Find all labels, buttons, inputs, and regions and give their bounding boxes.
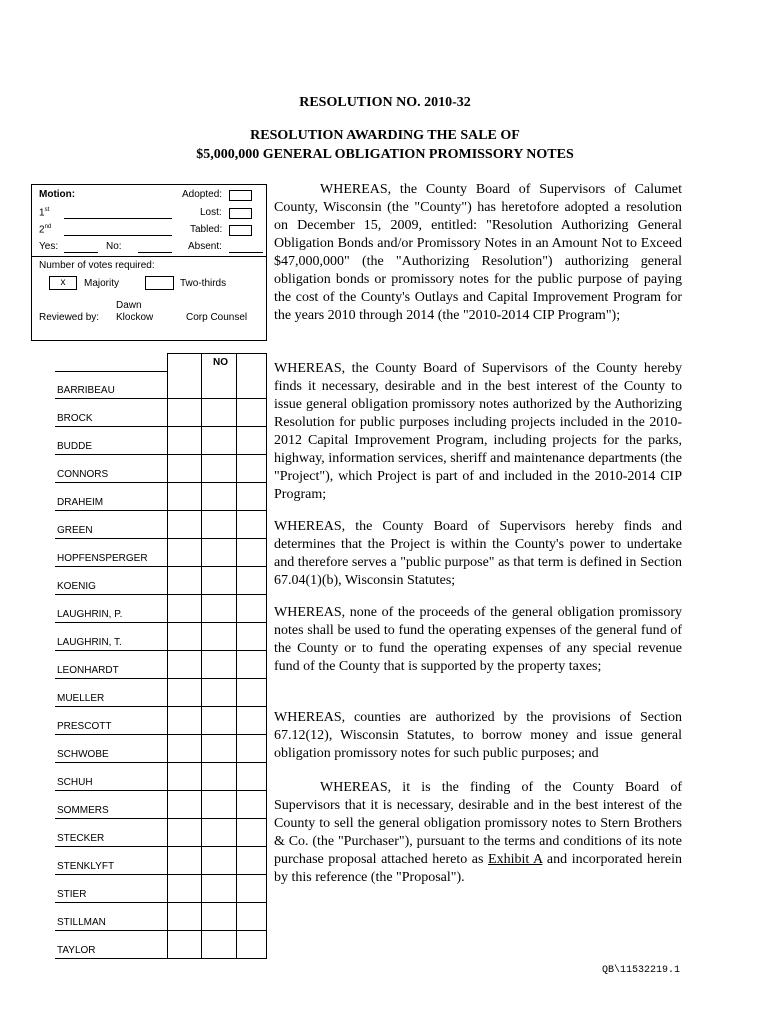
- member-row: [55, 735, 267, 763]
- exhibit-a-reference[interactable]: Exhibit A: [488, 852, 543, 867]
- member-name: PRESCOTT: [57, 721, 112, 732]
- lost-label: Lost:: [200, 207, 222, 218]
- member-name: STECKER: [57, 833, 105, 844]
- resolution-title-line1: RESOLUTION AWARDING THE SALE OF: [250, 128, 520, 143]
- member-row: [55, 679, 267, 707]
- member-row: [55, 595, 267, 623]
- member-name: KOENIG: [57, 581, 96, 592]
- resolution-title-line2: $5,000,000 GENERAL OBLIGATION PROMISSORY NOTES: [196, 147, 574, 162]
- second-label: 2nd: [39, 224, 52, 236]
- member-row: [55, 399, 267, 427]
- tabled-label: Tabled:: [190, 224, 223, 235]
- vote-table: [31, 353, 267, 958]
- corp-counsel-label: Corp Counsel: [186, 312, 248, 323]
- first-label: 1st: [39, 207, 50, 219]
- member-row: [55, 623, 267, 651]
- member-name: DRAHEIM: [57, 497, 104, 508]
- whereas-paragraph-2: WHEREAS, the County Board of Supervisors of the County hereby finds it necessary, desirable and in the best interest of the County to issue general obligation promissory notes authorized by the Authorizing Resolution for public purposes including projects included in the 2010-2012 Capital Improvement Program, including projects for the parks, highway, information services, sheriff and maintenance departments (the "Project"), which Project is part of and included in the 2010-2014 CIP Program;: [274, 361, 682, 502]
- resolution-number: RESOLUTION NO. 2010-32: [299, 95, 471, 110]
- member-name: CONNORS: [57, 469, 109, 480]
- member-name: SCHWOBE: [57, 749, 109, 760]
- member-row: [55, 427, 267, 455]
- reviewed-by-label: Reviewed by:: [39, 312, 100, 323]
- member-row: [55, 875, 267, 903]
- member-row: [55, 791, 267, 819]
- member-row: [55, 707, 267, 735]
- two-thirds-label: Two-thirds: [180, 278, 227, 289]
- absent-count-line[interactable]: [229, 252, 263, 253]
- two-thirds-checkbox[interactable]: [145, 276, 174, 290]
- member-name: SOMMERS: [57, 805, 109, 816]
- first-mover-line[interactable]: [64, 218, 172, 219]
- no-count-line[interactable]: [138, 252, 172, 253]
- member-name: BARRIBEAU: [57, 385, 115, 396]
- majority-label: Majority: [84, 278, 120, 289]
- adopted-box[interactable]: [229, 190, 252, 201]
- vote-cell-row[interactable]: [167, 958, 267, 959]
- adopted-label: Adopted:: [182, 189, 223, 200]
- member-row: [55, 651, 267, 679]
- member-name: STIER: [57, 889, 87, 900]
- motion-label: Motion:: [39, 189, 76, 200]
- tabled-box[interactable]: [229, 225, 252, 236]
- member-name: LAUGHRIN, T.: [57, 637, 122, 648]
- member-row: [55, 903, 267, 931]
- whereas-paragraph-3: WHEREAS, the County Board of Supervisors hereby finds and determines that the Project is within the County's power to undertake and therefore serves a "public purpose" as that term is defined in Section 67.04(1)(b), Wisconsin Statutes;: [274, 519, 682, 588]
- member-row: [55, 483, 267, 511]
- no-label: No:: [106, 241, 122, 252]
- member-row: [55, 455, 267, 483]
- whereas-paragraph-5: WHEREAS, counties are authorized by the provisions of Section 67.12(12), Wisconsin Statutes, to borrow money and issue general obligation promissory notes for such public purposes; and: [274, 710, 682, 761]
- member-name: LAUGHRIN, P.: [57, 609, 123, 620]
- member-name: MUELLER: [57, 693, 105, 704]
- member-row: [55, 371, 267, 399]
- votes-required-label: Number of votes required:: [39, 260, 155, 271]
- divider: [32, 256, 266, 257]
- member-row: [55, 819, 267, 847]
- member-row: [55, 763, 267, 791]
- motion-box: [31, 184, 267, 341]
- whereas-paragraph-6: WHEREAS, it is the finding of the County Board of Supervisors that it is necessary, desirable and in the best interest of the County to sell the general obligation promissory notes to Stern Brothers & Co. (the "Purchaser"), pursuant to the terms and conditions of its note purchase proposal attached hereto as Exhibit A and incorporated herein by this reference (the "Proposal").: [274, 780, 682, 885]
- member-name: TAYLOR: [57, 945, 96, 956]
- member-name: BROCK: [57, 413, 93, 424]
- yes-label: Yes:: [39, 241, 59, 252]
- member-row: [55, 539, 267, 567]
- member-row: [55, 567, 267, 595]
- member-name: BUDDE: [57, 441, 93, 452]
- member-row: [55, 847, 267, 875]
- absent-label: Absent:: [188, 241, 222, 252]
- member-row: [55, 511, 267, 539]
- member-name: LEONHARDT: [57, 665, 119, 676]
- no-column-label: NO: [213, 357, 228, 368]
- member-name: STILLMAN: [57, 917, 106, 928]
- second-mover-line[interactable]: [64, 235, 172, 236]
- member-name: STENKLYFT: [57, 861, 115, 872]
- member-underline: [55, 958, 167, 959]
- member-name: HOPFENSPERGER: [57, 553, 148, 564]
- member-name: GREEN: [57, 525, 93, 536]
- majority-checkbox[interactable]: x: [49, 276, 77, 290]
- member-row: [55, 931, 267, 959]
- lost-box[interactable]: [229, 208, 252, 219]
- member-name: SCHUH: [57, 777, 93, 788]
- whereas-paragraph-4: WHEREAS, none of the proceeds of the general obligation promissory notes shall be used to fund the operating expenses of the general fund of the County or to fund the operating expenses of any special revenue fund of the County that is supported by the property taxes;: [274, 605, 682, 674]
- reviewer-first-name: Dawn: [116, 300, 142, 311]
- whereas-paragraph-1: WHEREAS, the County Board of Supervisors of Calumet County, Wisconsin (the "County") has heretofore adopted a resolution on December 15, 2009, entitled: "Resolution Authorizing General Obligation Bonds and/or Promissory Notes in an Amount Not to Exceed $47,000,000" (the "Authorizing Resolution") authorizing general obligation bonds or promissory notes for the public purpose of paying the cost of the County's Outlays and Capital Improvement Program for the years 2010 through 2014 (the "2010-2014 CIP Program");: [274, 182, 682, 323]
- document-id: QB\11532219.1: [601, 965, 680, 976]
- yes-count-line[interactable]: [64, 252, 98, 253]
- reviewer-last-name: Klockow: [116, 312, 154, 323]
